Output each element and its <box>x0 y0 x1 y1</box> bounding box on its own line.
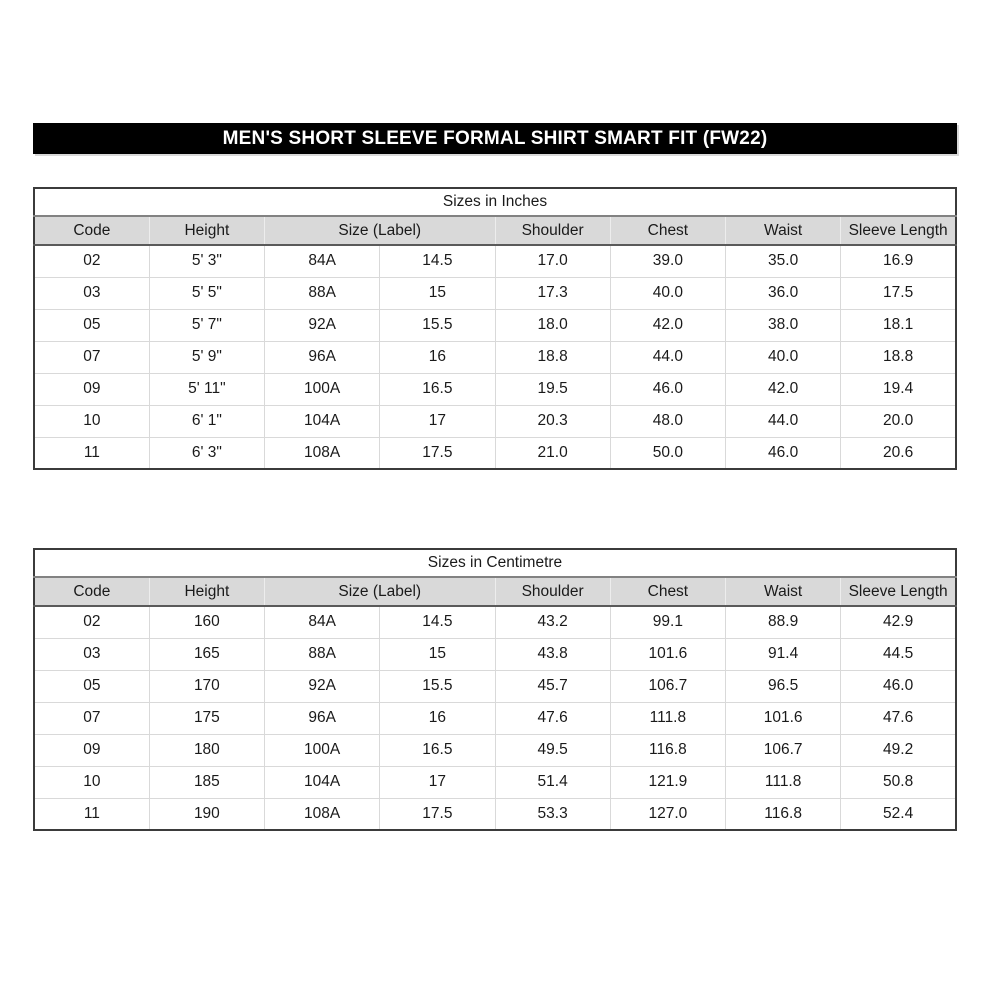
header-cell-shoulder: Shoulder <box>495 577 610 606</box>
table-cell: 10 <box>34 405 149 437</box>
table-cell: 44.0 <box>610 341 725 373</box>
table-cell: 48.0 <box>610 405 725 437</box>
table-cell: 19.5 <box>495 373 610 405</box>
header-cell-waist: Waist <box>726 577 841 606</box>
table-cell: 108A <box>265 798 380 830</box>
table-cell: 17.5 <box>841 277 956 309</box>
table-cell: 07 <box>34 702 149 734</box>
header-cell-code: Code <box>34 216 149 245</box>
table-cell: 15.5 <box>380 670 495 702</box>
table-cell: 17.5 <box>380 437 495 469</box>
table-cell: 111.8 <box>610 702 725 734</box>
table-cell: 104A <box>265 766 380 798</box>
table-row <box>34 437 956 469</box>
table-cell: 17.5 <box>380 798 495 830</box>
header-cell-sleeve-length: Sleeve Length <box>841 577 956 606</box>
table-title: Sizes in Centimetre <box>34 549 956 577</box>
table-row <box>34 245 956 277</box>
table-cell: 52.4 <box>883 804 914 822</box>
table-cell: 17.3 <box>495 277 610 309</box>
table-cell: 5' 7" <box>149 309 264 341</box>
table-cell: 108A <box>265 437 380 469</box>
table-row <box>34 702 956 734</box>
table-cell: 96A <box>265 702 380 734</box>
sizes-table-centimetre <box>33 548 957 831</box>
table-row <box>34 341 956 373</box>
header-cell-chest: Chest <box>610 216 725 245</box>
header-cell-sleeve-length: Sleeve Length <box>841 216 956 245</box>
table-cell: 46.0 <box>610 373 725 405</box>
table-title: Sizes in Inches <box>34 188 956 216</box>
table-cell: 100A <box>265 373 380 405</box>
table-cell: 104A <box>265 405 380 437</box>
table-cell: 50.8 <box>841 766 956 798</box>
table-cell: 47.6 <box>841 702 956 734</box>
table-cell: 92A <box>265 670 380 702</box>
table-cell: 100A <box>265 734 380 766</box>
table-cell: 18.8 <box>841 341 956 373</box>
table-cell: 47.6 <box>495 702 610 734</box>
table-cell: 09 <box>34 734 149 766</box>
table-cell: 20.0 <box>841 405 956 437</box>
table-cell: 111.8 <box>726 766 841 798</box>
table-cell: 53.3 <box>495 798 610 830</box>
table-cell: 45.7 <box>495 670 610 702</box>
product-title-bar <box>33 123 957 154</box>
table-cell: 16 <box>380 341 495 373</box>
table-cell: 121.9 <box>610 766 725 798</box>
table-cell: 16.9 <box>841 245 956 277</box>
table-cell: 170 <box>149 670 264 702</box>
product-title: MEN'S SHORT SLEEVE FORMAL SHIRT SMART FIT (FW22) <box>222 127 768 149</box>
sizes-table-inches <box>33 187 957 470</box>
table-cell: 180 <box>149 734 264 766</box>
header-cell-waist: Waist <box>726 216 841 245</box>
table-cell: 101.6 <box>726 702 841 734</box>
table-cell: 88A <box>265 277 380 309</box>
table-cell: 42.9 <box>841 606 956 638</box>
table-cell: 84A <box>265 245 380 277</box>
table-cell: 116.8 <box>610 734 725 766</box>
table-row <box>34 606 956 638</box>
header-cell-height: Height <box>149 577 264 606</box>
table-cell: 05 <box>34 670 149 702</box>
size-table <box>33 548 957 831</box>
table-row <box>34 670 956 702</box>
table-row <box>34 766 956 798</box>
table-cell: 96A <box>265 341 380 373</box>
table-cell: 03 <box>34 638 149 670</box>
table-cell: 42.0 <box>610 309 725 341</box>
table-cell: 175 <box>149 702 264 734</box>
table-cell: 20.6 <box>883 443 914 461</box>
table-cell: 106.7 <box>726 734 841 766</box>
table-cell: 44.5 <box>841 638 956 670</box>
table-cell: 46.0 <box>726 437 841 469</box>
table-cell: 101.6 <box>610 638 725 670</box>
table-cell: 5' 5" <box>149 277 264 309</box>
table-cell: 5' 9" <box>149 341 264 373</box>
table-cell: 02 <box>34 245 149 277</box>
table-cell: 09 <box>34 373 149 405</box>
table-cell: 185 <box>149 766 264 798</box>
table-cell: 51.4 <box>495 766 610 798</box>
table-cell: 88A <box>265 638 380 670</box>
table-cell: 03 <box>34 277 149 309</box>
table-cell: 42.0 <box>726 373 841 405</box>
table-cell: 190 <box>149 798 264 830</box>
table-cell: 07 <box>34 341 149 373</box>
table-cell: 16.5 <box>380 373 495 405</box>
table-cell: 43.8 <box>495 638 610 670</box>
header-row <box>34 577 956 606</box>
size-table <box>33 187 957 470</box>
table-cell: 99.1 <box>610 606 725 638</box>
header-cell-chest: Chest <box>610 577 725 606</box>
header-row <box>34 216 956 245</box>
header-cell-size-label: Size (Label) <box>265 216 496 245</box>
header-cell-height: Height <box>149 216 264 245</box>
table-cell: 11 <box>34 437 149 469</box>
table-cell: 43.2 <box>495 606 610 638</box>
table-cell: 92A <box>265 309 380 341</box>
table-cell: 19.4 <box>841 373 956 405</box>
table-cell: 20.3 <box>495 405 610 437</box>
table-cell: 5' 11" <box>149 373 264 405</box>
header-cell-size-label: Size (Label) <box>265 577 496 606</box>
table-cell: 11 <box>34 798 149 830</box>
table-cell: 18.8 <box>495 341 610 373</box>
table-cell: 17 <box>380 405 495 437</box>
table-cell: 18.0 <box>495 309 610 341</box>
table-cell: 05 <box>34 309 149 341</box>
table-cell: 116.8 <box>726 798 841 830</box>
table-cell: 106.7 <box>610 670 725 702</box>
table-cell: 49.2 <box>841 734 956 766</box>
header-cell-shoulder: Shoulder <box>495 216 610 245</box>
table-cell: 16 <box>380 702 495 734</box>
table-row <box>34 373 956 405</box>
table-cell: 6' 1" <box>149 405 264 437</box>
table-cell: 15 <box>380 638 495 670</box>
table-cell: 18.1 <box>841 309 956 341</box>
table-cell: 40.0 <box>610 277 725 309</box>
table-row <box>34 798 956 830</box>
table-cell: 14.5 <box>380 245 495 277</box>
table-cell: 5' 3" <box>149 245 264 277</box>
table-row <box>34 405 956 437</box>
table-cell: 10 <box>34 766 149 798</box>
table-cell: 14.5 <box>380 606 495 638</box>
header-cell-code: Code <box>34 577 149 606</box>
table-row <box>34 638 956 670</box>
table-cell: 15 <box>380 277 495 309</box>
table-cell: 21.0 <box>495 437 610 469</box>
table-cell: 15.5 <box>380 309 495 341</box>
table-cell: 17.0 <box>495 245 610 277</box>
table-row <box>34 309 956 341</box>
table-cell: 17 <box>380 766 495 798</box>
table-cell: 44.0 <box>726 405 841 437</box>
table-cell: 84A <box>265 606 380 638</box>
table-cell: 02 <box>34 606 149 638</box>
table-cell: 35.0 <box>726 245 841 277</box>
table-cell: 38.0 <box>726 309 841 341</box>
table-cell: 6' 3" <box>149 437 264 469</box>
table-cell: 160 <box>149 606 264 638</box>
table-cell: 46.0 <box>841 670 956 702</box>
table-cell: 39.0 <box>610 245 725 277</box>
table-cell: 88.9 <box>726 606 841 638</box>
table-cell: 40.0 <box>726 341 841 373</box>
table-cell: 91.4 <box>726 638 841 670</box>
table-row <box>34 277 956 309</box>
table-cell: 96.5 <box>726 670 841 702</box>
table-cell: 50.0 <box>610 437 725 469</box>
table-row <box>34 734 956 766</box>
table-cell: 36.0 <box>726 277 841 309</box>
table-cell: 127.0 <box>610 798 725 830</box>
table-cell: 49.5 <box>495 734 610 766</box>
table-cell: 16.5 <box>380 734 495 766</box>
table-cell: 165 <box>149 638 264 670</box>
